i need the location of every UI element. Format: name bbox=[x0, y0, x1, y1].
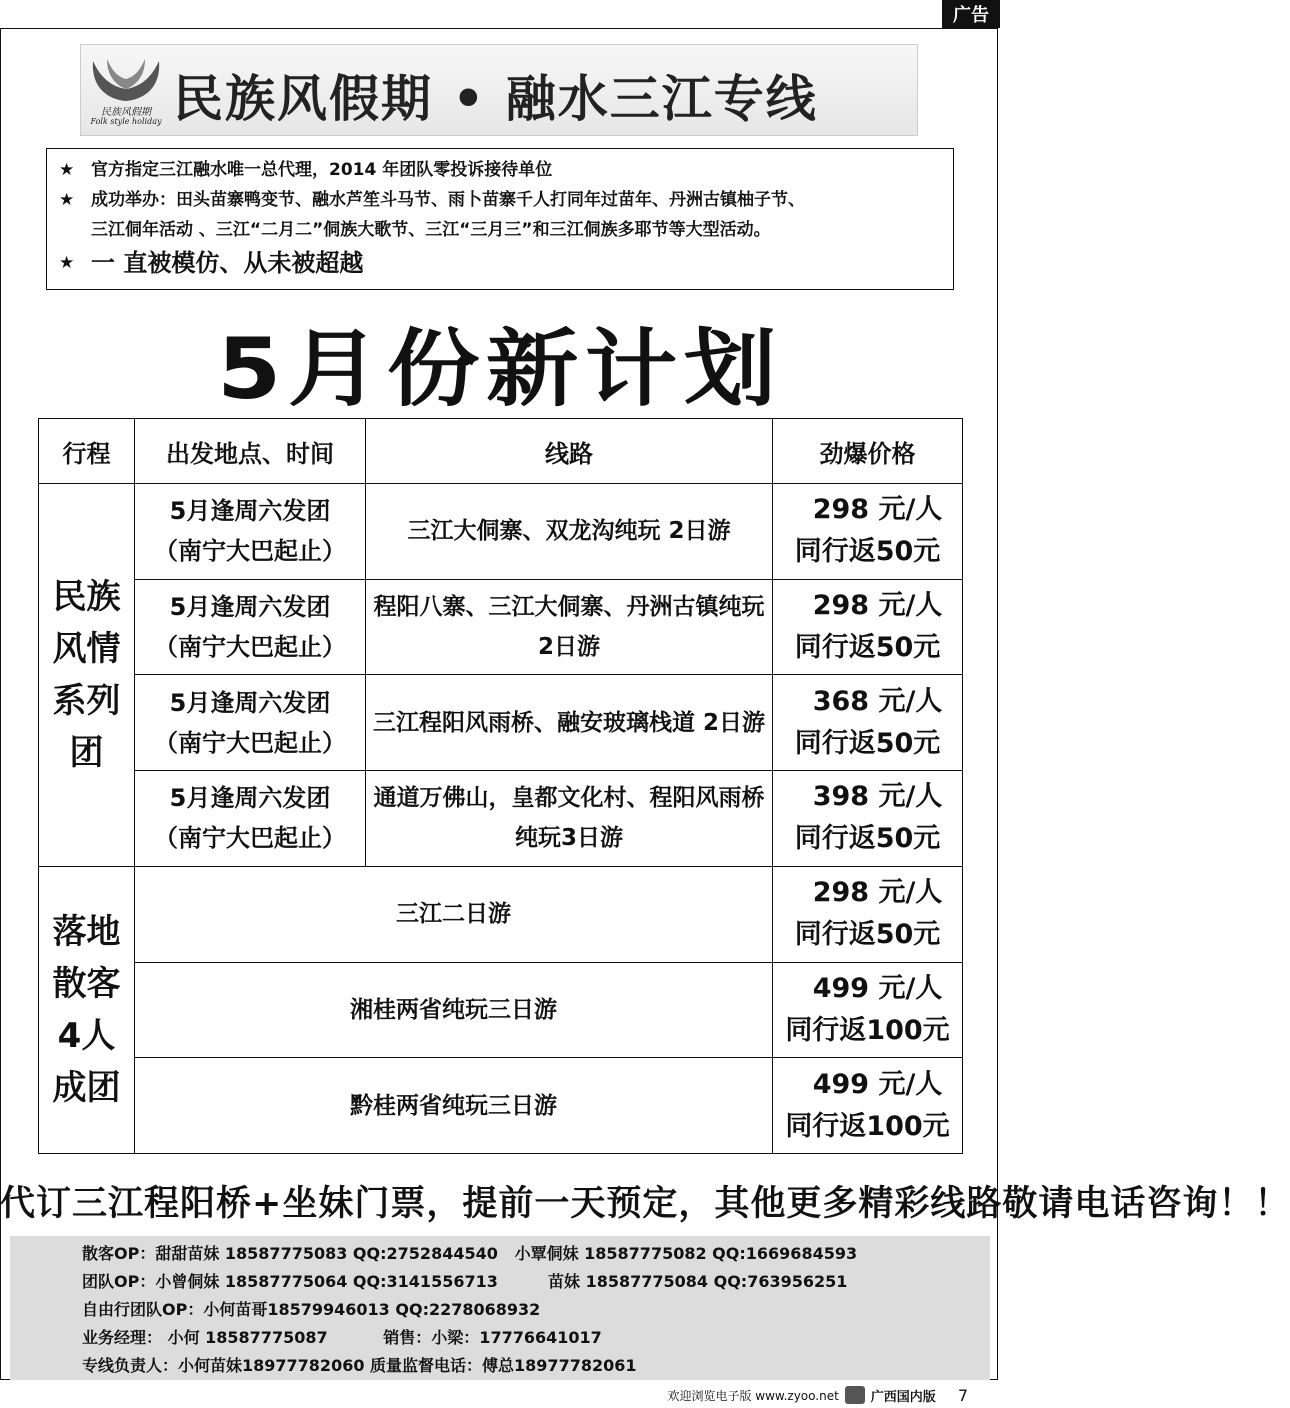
page-number: 7 bbox=[957, 1385, 968, 1405]
price-value: 368 元/人 bbox=[812, 685, 943, 717]
page-footer bbox=[667, 1384, 968, 1406]
intro-line-2 bbox=[47, 185, 953, 215]
departure-cell bbox=[135, 771, 366, 867]
publisher-mark-icon bbox=[845, 1386, 865, 1404]
wing-logo-icon bbox=[85, 49, 167, 105]
route-cell: 湘桂两省纯玩三日游 bbox=[135, 962, 773, 1058]
header-title: 民族风假期 • 融水三江专线 bbox=[173, 70, 818, 128]
route-cell bbox=[366, 771, 773, 867]
route-text: 三江大侗寨、双龙沟纯玩 2日游 bbox=[407, 518, 731, 545]
table-row bbox=[39, 962, 963, 1058]
brand-logo bbox=[85, 49, 167, 133]
price-rebate: 同行返100元 bbox=[785, 1014, 950, 1046]
star-icon: ★ bbox=[59, 190, 75, 210]
departure-time: 5月逢周六发团 bbox=[169, 688, 331, 717]
route-text: 2日游 bbox=[537, 634, 600, 661]
price-value: 499 元/人 bbox=[812, 972, 943, 1004]
table-row bbox=[39, 866, 963, 962]
intro-line-1 bbox=[47, 155, 953, 185]
category-text: 团 bbox=[69, 732, 104, 773]
table-row bbox=[39, 579, 963, 675]
star-icon: ★ bbox=[59, 253, 75, 273]
price-value: 298 元/人 bbox=[812, 590, 943, 622]
plan-title: 5月份新计划 bbox=[217, 320, 783, 418]
intro-line-3 bbox=[47, 215, 953, 245]
price-cell bbox=[773, 1058, 963, 1154]
header-departure: 出发地点、时间 bbox=[135, 419, 366, 484]
route-cell bbox=[366, 484, 773, 580]
route-cell: 三江二日游 bbox=[135, 866, 773, 962]
category-text: 风情 bbox=[52, 628, 121, 669]
departure-place: （南宁大巴起止） bbox=[154, 728, 346, 757]
departure-time: 5月逢周六发团 bbox=[169, 784, 331, 813]
intro-text-2: 成功举办：田头苗寨鸭变节、融水芦笙斗马节、雨卜苗寨千人打同年过苗年、丹洲古镇柚子节、 bbox=[91, 190, 805, 210]
price-cell bbox=[773, 579, 963, 675]
contact-line: 业务经理： 小何 18587775087 销售：小梁：17776641017 bbox=[82, 1328, 602, 1347]
route-text: 纯玩3日游 bbox=[514, 825, 623, 852]
departure-time: 5月逢周六发团 bbox=[169, 593, 331, 622]
logo-chinese-text: 民族风假期 bbox=[101, 107, 151, 118]
category-text: 4人 bbox=[57, 1015, 116, 1056]
table-row bbox=[39, 771, 963, 867]
tour-plan-table bbox=[38, 418, 963, 1154]
price-rebate: 同行返50元 bbox=[794, 727, 941, 759]
category-ethnic-series bbox=[39, 484, 135, 867]
category-local-group bbox=[39, 866, 135, 1153]
route-cell bbox=[366, 675, 773, 771]
footer-site-text: 欢迎浏览电子版 www.zyoo.net bbox=[667, 1388, 839, 1403]
departure-cell bbox=[135, 579, 366, 675]
intro-text-4: 一 直被模仿、从未被超越 bbox=[91, 249, 364, 277]
price-value: 298 元/人 bbox=[812, 494, 943, 526]
departure-cell bbox=[135, 675, 366, 771]
price-cell bbox=[773, 866, 963, 962]
table-row bbox=[39, 675, 963, 771]
price-cell bbox=[773, 484, 963, 580]
price-value: 298 元/人 bbox=[812, 877, 943, 909]
contact-line: 散客OP：甜甜苗妹 18587775083 QQ:2752844540 小覃侗妹 18587775082 QQ:1669684593 bbox=[82, 1244, 858, 1263]
intro-line-4 bbox=[47, 245, 953, 281]
header-banner bbox=[80, 44, 918, 136]
table-header-row bbox=[39, 419, 963, 484]
logo-english-text: Folk style holiday bbox=[90, 117, 162, 126]
price-cell bbox=[773, 962, 963, 1058]
category-text: 民族 bbox=[52, 576, 121, 617]
price-rebate: 同行返50元 bbox=[794, 919, 941, 951]
contact-line: 自由行团队OP：小何苗哥18579946013 QQ:2278068932 bbox=[82, 1300, 541, 1319]
price-rebate: 同行返50元 bbox=[794, 536, 941, 568]
category-text: 散客 bbox=[52, 963, 121, 1004]
route-text: 通道万佛山，皇都文化村、程阳风雨桥 bbox=[373, 785, 765, 812]
departure-time: 5月逢周六发团 bbox=[169, 497, 331, 526]
ad-tag: 广告 bbox=[942, 0, 1000, 28]
departure-place: （南宁大巴起止） bbox=[154, 537, 346, 566]
table-row bbox=[39, 1058, 963, 1154]
departure-place: （南宁大巴起止） bbox=[154, 633, 346, 662]
intro-box bbox=[46, 148, 954, 290]
route-text: 程阳八寨、三江大侗寨、丹洲古镇纯玩 bbox=[373, 594, 765, 621]
contact-line: 团队OP：小曾侗妹 18587775064 QQ:3141556713 苗妹 18587775084 QQ:763956251 bbox=[82, 1272, 848, 1291]
header-itinerary: 行程 bbox=[39, 419, 135, 484]
category-text: 成团 bbox=[52, 1067, 121, 1108]
header-route: 线路 bbox=[366, 419, 773, 484]
category-text: 系列 bbox=[52, 680, 121, 721]
footer-edition: 广西国内版 bbox=[870, 1389, 936, 1405]
category-text: 落地 bbox=[52, 911, 121, 952]
contact-line: 专线负责人：小何苗妹18977782060 质量监督电话：傅总18977782061 bbox=[82, 1356, 637, 1375]
route-cell bbox=[366, 579, 773, 675]
price-value: 398 元/人 bbox=[812, 781, 943, 813]
price-rebate: 同行返50元 bbox=[794, 823, 941, 855]
price-cell bbox=[773, 771, 963, 867]
intro-text-3: 三江侗年活动 、三江“二月二”侗族大歌节、三江“三月三”和三江侗族多耶节等大型活动。 bbox=[91, 220, 771, 240]
price-rebate: 同行返100元 bbox=[785, 1110, 950, 1142]
departure-cell bbox=[135, 484, 366, 580]
intro-text-1: 官方指定三江融水唯一总代理，2014 年团队零投诉接待单位 bbox=[91, 160, 553, 180]
route-text: 三江程阳风雨桥、融安玻璃栈道 2日游 bbox=[372, 709, 765, 736]
price-rebate: 同行返50元 bbox=[794, 632, 941, 664]
booking-slogan: 代订三江程阳桥+坐妹门票，提前一天预定，其他更多精彩线路敬请电话咨询！！ bbox=[0, 1184, 1290, 1224]
header-price: 劲爆价格 bbox=[773, 419, 963, 484]
table-row bbox=[39, 484, 963, 580]
price-cell bbox=[773, 675, 963, 771]
route-cell: 黔桂两省纯玩三日游 bbox=[135, 1058, 773, 1154]
departure-place: （南宁大巴起止） bbox=[154, 824, 346, 853]
price-value: 499 元/人 bbox=[812, 1068, 943, 1100]
contact-box bbox=[10, 1236, 990, 1380]
star-icon: ★ bbox=[59, 160, 75, 180]
